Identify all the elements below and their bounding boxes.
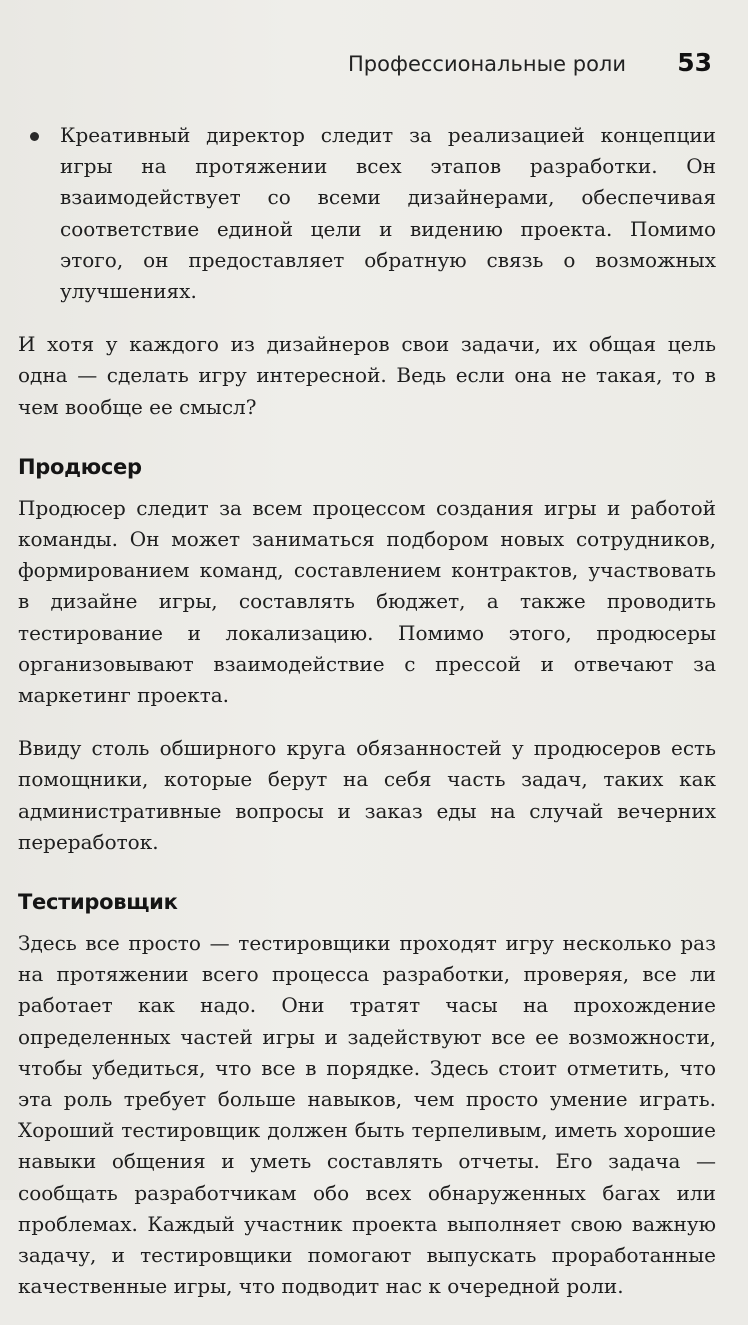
paragraph-producer-2: Ввиду столь обширного круга обязанностей у продюсеров есть помощники, которые берут на себя часть задач, таких как административные вопросы и заказ еды на случай вечерних переработок. xyxy=(18,736,716,854)
heading-tester: Тестировщик xyxy=(18,890,178,915)
page-content xyxy=(18,120,716,1325)
running-title: Профессиональные роли xyxy=(348,52,626,76)
paragraph-designers-goal: И хотя у каждого из дизайнеров свои задачи, их общая цель одна — сделать игру интересной. Ведь если она не такая, то в чем вообще ее смысл? xyxy=(18,332,716,419)
paragraph-producer-1: Продюсер следит за всем процессом создания игры и работой команды. Он может заниматься подбором новых сотрудников, формированием команд, составлением контрактов, участвовать в дизайне игры, составлять бюджет, а также проводить тестирование и локализацию. Помимо этого, продюсеры организовывают взаимодействие с прессой и отвечают за маркетинг проекта. xyxy=(18,495,716,708)
heading-producer: Продюсер xyxy=(18,454,142,479)
page-number: 53 xyxy=(677,48,712,77)
running-header xyxy=(18,48,712,88)
bullet-dot-icon xyxy=(30,132,39,141)
bullet-item-creative-director xyxy=(18,120,716,307)
paragraph-tester-1: Здесь все просто — тестировщики проходят игру несколько раз на протяжении всего процесса разработки, проверяя, все ли работает как надо. Они тратят часы на прохождение определенных частей игры и задействуют все ее возможности, чтобы убедиться, что все в порядке. Здесь стоит отметить, что эта роль требует больше навыков, чем просто умение играть. Хороший тестировщик должен быть терпеливым, иметь хорошие навыки общения и уметь составлять отчеты. Его задача — сообщать разработчикам обо всех обнаруженных багах или проблемах. Каждый участник проекта выполняет свою важную задачу, и тестировщики помогают выпускать проработанные качественные игры, что подводит нас к очередной роли. xyxy=(18,931,716,1299)
bullet-text: Креативный директор следит за реализацией концепции игры на протяжении всех этапов разработки. Он взаимодействует со всеми дизайнерами, обеспечивая соответствие единой цели и видению проекта. Помимо этого, он предоставляет обратную связь о возможных улучшениях. xyxy=(60,123,716,304)
